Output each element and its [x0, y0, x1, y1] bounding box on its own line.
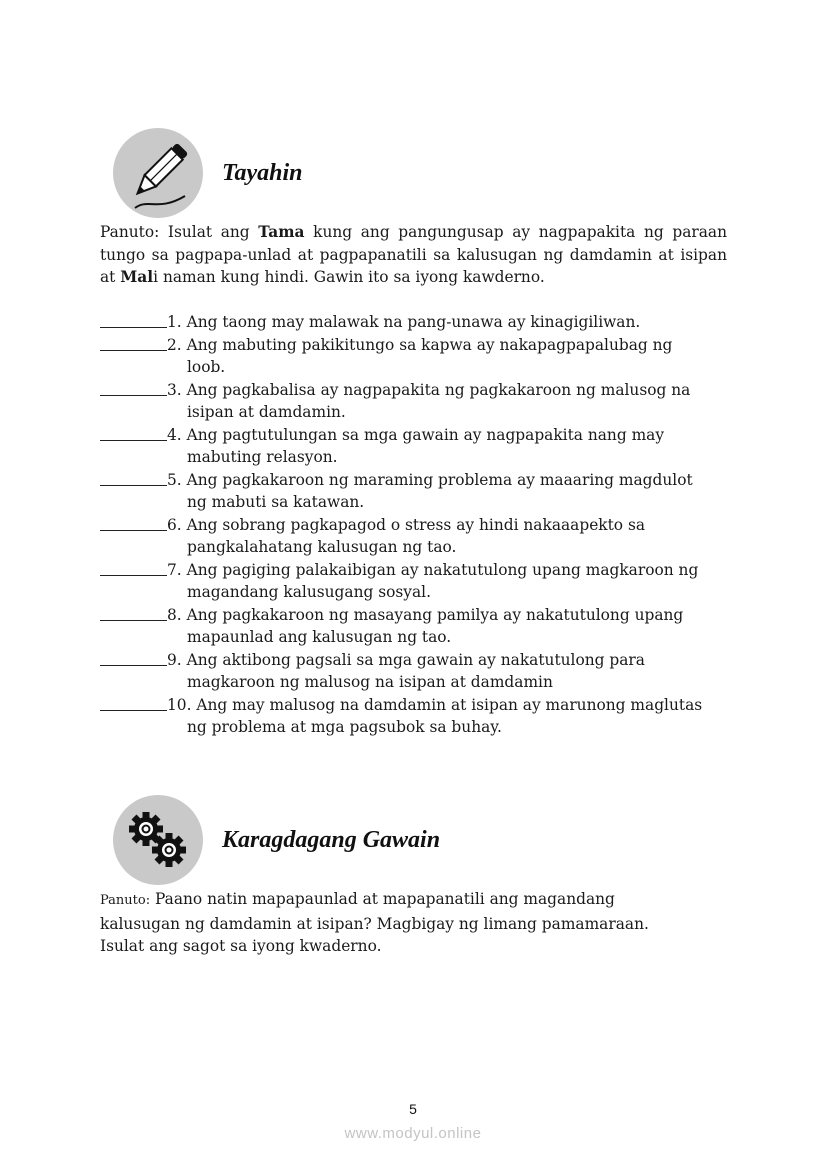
question-text: Ang pagtutulungan sa mga gawain ay nagpapakita nang may: [186, 425, 665, 444]
page-number: 5: [409, 1101, 417, 1117]
answer-blank[interactable]: [100, 650, 167, 666]
question-item-2: [100, 334, 727, 379]
tayahin-header: [113, 128, 302, 218]
question-number: 4.: [167, 425, 187, 444]
question-text: Ang pagiging palakaibigan ay nakatutulong upang magkaroon ng: [186, 560, 699, 579]
question-item-5: [100, 469, 727, 514]
question-text: ng mabuti sa katawan.: [187, 493, 365, 511]
instruction-text: Panuto: Isulat ang: [100, 223, 259, 241]
pencil-icon: [113, 128, 203, 218]
instruction-text: Paano natin mapapaunlad at mapapanatili ang magandang: [150, 890, 615, 908]
watermark: www.modyul.online: [344, 1125, 482, 1142]
answer-blank[interactable]: [100, 560, 167, 576]
question-number: 3.: [167, 380, 187, 399]
question-number: 8.: [167, 605, 187, 624]
question-text: pangkalahatang kalusugan ng tao.: [187, 538, 457, 556]
question-number: 10.: [167, 695, 197, 714]
instruction-text: Isulat ang sagot sa iyong kwaderno.: [100, 937, 382, 955]
question-number: 1.: [167, 313, 187, 331]
question-item-1: [100, 311, 727, 334]
answer-blank[interactable]: [100, 695, 167, 711]
answer-blank[interactable]: [100, 335, 167, 351]
question-text: magandang kalusugang sosyal.: [187, 583, 431, 601]
answer-blank[interactable]: [100, 380, 167, 396]
instruction-text: kalusugan ng damdamin at isipan? Magbigay ng limang pamamaraan.: [100, 914, 649, 933]
answer-blank[interactable]: [100, 605, 167, 621]
answer-blank[interactable]: [100, 515, 167, 531]
question-text: loob.: [187, 358, 226, 376]
question-item-7: [100, 559, 727, 604]
question-list: [100, 311, 727, 739]
question-text: Ang pagkakaroon ng masayang pamilya ay nakatutulong upang: [186, 605, 684, 624]
question-item-8: [100, 604, 727, 649]
answer-blank[interactable]: [100, 312, 167, 328]
instruction-text: i naman kung hindi. Gawin ito sa iyong kawderno.: [153, 268, 545, 286]
section-title-karagdagang-gawain: Karagdagang Gawain: [222, 826, 441, 853]
gears-icon: [113, 795, 203, 885]
question-text: mapaunlad ang kalusugan ng tao.: [187, 628, 452, 646]
karagdagan-instructions: [100, 888, 700, 958]
question-number: 9.: [167, 650, 187, 669]
question-text: ng problema at mga pagsubok sa buhay.: [187, 718, 502, 736]
tayahin-instructions: [100, 221, 727, 289]
question-text: isipan at damdamin.: [187, 403, 346, 421]
section-title-tayahin: Tayahin: [222, 159, 303, 186]
question-item-10: [100, 694, 727, 739]
karagdagan-header: [113, 795, 440, 885]
panuto-label: Panuto:: [100, 893, 151, 908]
question-text: Ang taong may malawak na pang-unawa ay kinagigiliwan.: [186, 313, 641, 331]
question-number: 6.: [167, 515, 187, 534]
question-text: Ang mabuting pakikitungo sa kapwa ay nakapagpapalubag ng: [186, 335, 673, 354]
instruction-bold-tama: Tama: [258, 223, 305, 241]
question-text: magkaroon ng malusog na isipan at damdamin: [187, 673, 553, 691]
question-number: 2.: [167, 335, 187, 354]
question-item-4: [100, 424, 727, 469]
question-number: 7.: [167, 560, 187, 579]
question-text: Ang pagkakaroon ng maraming problema ay maaaring magdulot: [186, 470, 693, 489]
question-number: 5.: [167, 470, 187, 489]
question-text: Ang may malusog na damdamin at isipan ay marunong maglutas: [196, 695, 703, 714]
instruction-bold-mali: Mal: [120, 268, 154, 286]
question-item-9: [100, 649, 727, 694]
answer-blank[interactable]: [100, 470, 167, 486]
instruction-text: kung ang pangungusap ay nagpapakita ng paraan tungo sa pagpapa-unlad at pagpapanatili sa kalusugan ng damdamin at isipan at: [100, 223, 727, 286]
answer-blank[interactable]: [100, 425, 167, 441]
question-text: mabuting relasyon.: [187, 448, 338, 466]
question-text: Ang pagkabalisa ay nagpapakita ng pagkakaroon ng malusog na: [186, 380, 691, 399]
question-text: Ang aktibong pagsali sa mga gawain ay nakatutulong para: [186, 650, 645, 669]
question-item-6: [100, 514, 727, 559]
question-item-3: [100, 379, 727, 424]
question-text: Ang sobrang pagkapagod o stress ay hindi nakaaapekto sa: [186, 515, 646, 534]
